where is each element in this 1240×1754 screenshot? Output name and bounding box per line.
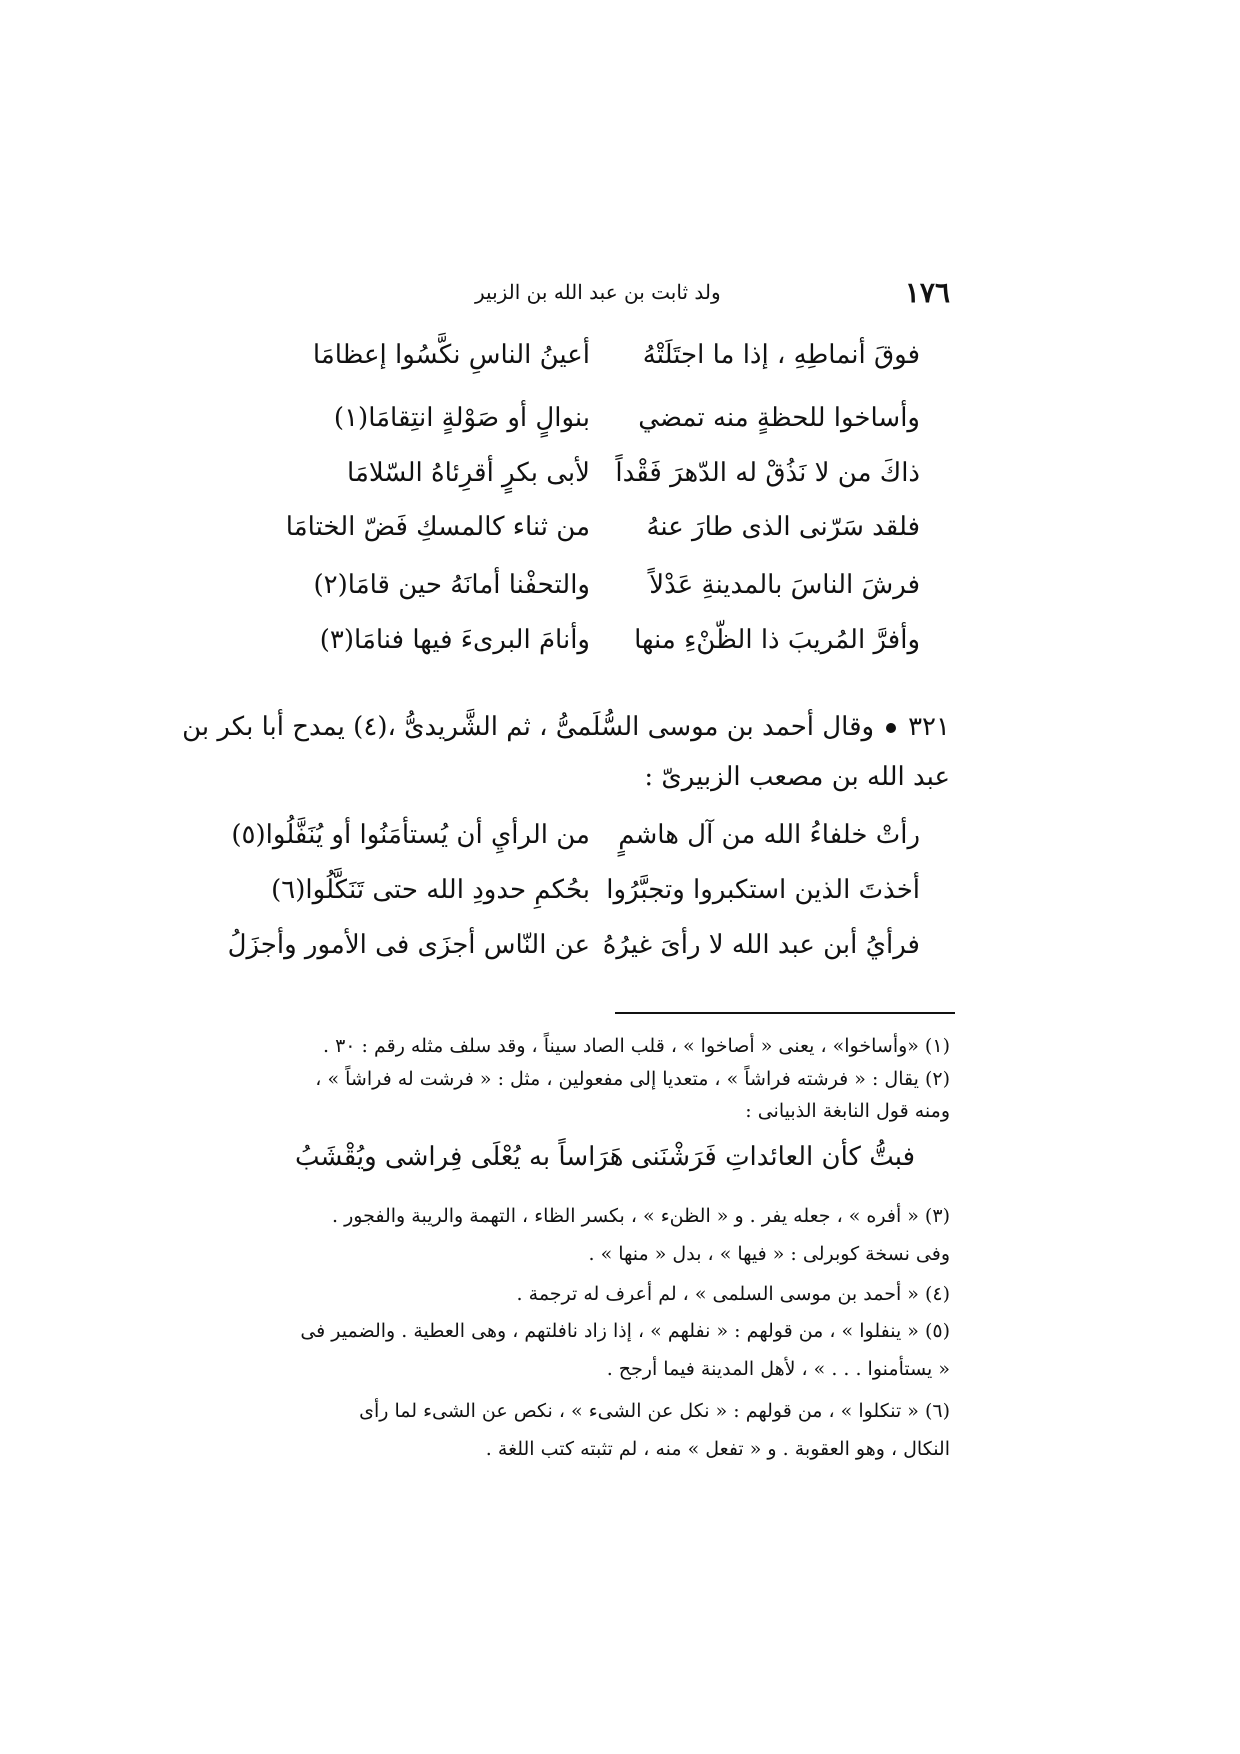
footnote-6: (٦) « تنكلوا » ، من قولهم : « نكل عن الشىء » ، نكص عن الشىء لما رأى: [359, 1400, 950, 1422]
verse-first-hemistich: فلقد سَرّنى الذى طارَ عنهُ: [646, 512, 920, 542]
footnote-2-continuation: ومنه قول النابغة الذبيانى :: [745, 1100, 950, 1122]
verse-first-hemistich: أخذتَ الذين استكبروا وتجبَّرُوا: [606, 875, 920, 905]
verse-line: [270, 403, 920, 433]
footnote-2: (٢) يقال : « فرشته فراشاً » ، متعديا إلى مفعولين ، مثل : « فرشت له فراشاً » ،: [315, 1068, 950, 1090]
running-head: [265, 272, 950, 312]
verse-second-hemistich: لأبى بكرٍ أقرِئاهُ السّلامَا: [347, 458, 590, 488]
verse-first-hemistich: فوقَ أنماطِهِ ، إذا ما اجتَلَتْهُ: [642, 340, 920, 370]
footnote-6-continuation: النكال ، وهو العقوبة . و « تفعل » منه ، لم تثبته كتب اللغة .: [485, 1438, 950, 1460]
footnote-3-continuation: وفى نسخة كوبرلى : « فيها » ، بدل « منها » .: [588, 1243, 950, 1265]
verse-second-hemistich: عن النّاس أجزَى فى الأمور وأجزَلُ: [227, 930, 590, 960]
verse-line: [270, 625, 920, 655]
verse-first-hemistich: رأتْ خلفاءُ الله من آل هاشمٍ: [618, 820, 920, 850]
running-title: ولد ثابت بن عبد الله بن الزبير: [475, 280, 721, 304]
verse-line: [270, 458, 920, 488]
footnote-divider: [615, 1012, 955, 1014]
verse-second-hemistich: وأنامَ البرىءَ فيها فنامَا(٣): [319, 625, 590, 655]
verse-second-hemistich: بحُكمِ حدودِ الله حتى تَنَكَّلُوا(٦): [271, 875, 590, 905]
entry-text: وقال أحمد بن موسى السُّلَمىُّ ، ثم الشَّريدىُّ ،(٤) يمدح أبا بكر بن: [182, 712, 875, 742]
footnote-1: (١) «وأساخوا» ، يعنى « أصاخوا » ، قلب الصاد سيناً ، وقد سلف مثله رقم : ٣٠ .: [322, 1035, 950, 1057]
verse-line: [270, 512, 920, 542]
verse-line: [270, 570, 920, 600]
verse-second-hemistich: أعينُ الناسِ نكَّسُوا إعظامَا: [312, 340, 590, 370]
verse-first-hemistich: ذاكَ من لا نَذُقْ له الدّهرَ فَقْداً: [615, 458, 920, 488]
verse-line: [231, 820, 920, 850]
quote-second-hemistich: هَرَاساً به يُعْلَى فِراشى ويُقْشَبُ: [295, 1142, 624, 1172]
quote-first-hemistich: فبتُّ كأن العائداتِ فَرَشْنَنى: [630, 1142, 915, 1172]
verse-first-hemistich: فرأيُ أبن عبد الله لا رأىَ غيرُهُ: [602, 930, 920, 960]
verse-line: [270, 875, 920, 905]
page-number: ١٧٦: [904, 275, 950, 309]
footnote-quote-verse: [295, 1142, 915, 1172]
verse-line: [270, 340, 920, 370]
verse-first-hemistich: وأفرَّ المُريبَ ذا الظّنْءِ منها: [634, 625, 920, 655]
footnote-3: (٣) « أفره » ، جعله يفر . و « الظنء » ، بكسر الظاء ، التهمة والريبة والفجور .: [332, 1205, 950, 1227]
verse-second-hemistich: والتحفْنا أمانَهُ حين قامَا(٢): [313, 570, 590, 600]
entry-continuation: عبد الله بن مصعب الزبيرىّ :: [644, 762, 950, 792]
bullet-icon: [886, 723, 896, 733]
verse-second-hemistich: من ثناء كالمسكِ فَضّ الختامَا: [285, 512, 590, 542]
footnote-5-continuation: « يستأمنوا . . . » ، لأهل المدينة فيما أرجح .: [606, 1358, 950, 1380]
entry-number: ٣٢١: [908, 712, 950, 742]
verse-line: [227, 930, 920, 960]
verse-first-hemistich: فرشَ الناسَ بالمدينةِ عَدْلاً: [649, 570, 920, 600]
verse-first-hemistich: وأساخوا للحظةٍ منه تمضي: [638, 403, 920, 433]
footnote-4: (٤) « أحمد بن موسى السلمى » ، لم أعرف له ترجمة .: [516, 1283, 950, 1305]
entry-heading: [182, 712, 950, 742]
verse-second-hemistich: من الرأيِ أن يُستأمَنُوا أو يُنَفَّلُوا(٥): [231, 820, 590, 850]
verse-second-hemistich: بنوالٍ أو صَوْلةٍ انتِقامَا(١): [333, 403, 590, 433]
footnote-5: (٥) « ينفلوا » ، من قولهم : « نفلهم » ، إذا زاد نافلتهم ، وهى العطية . والضمير فى: [300, 1320, 950, 1342]
